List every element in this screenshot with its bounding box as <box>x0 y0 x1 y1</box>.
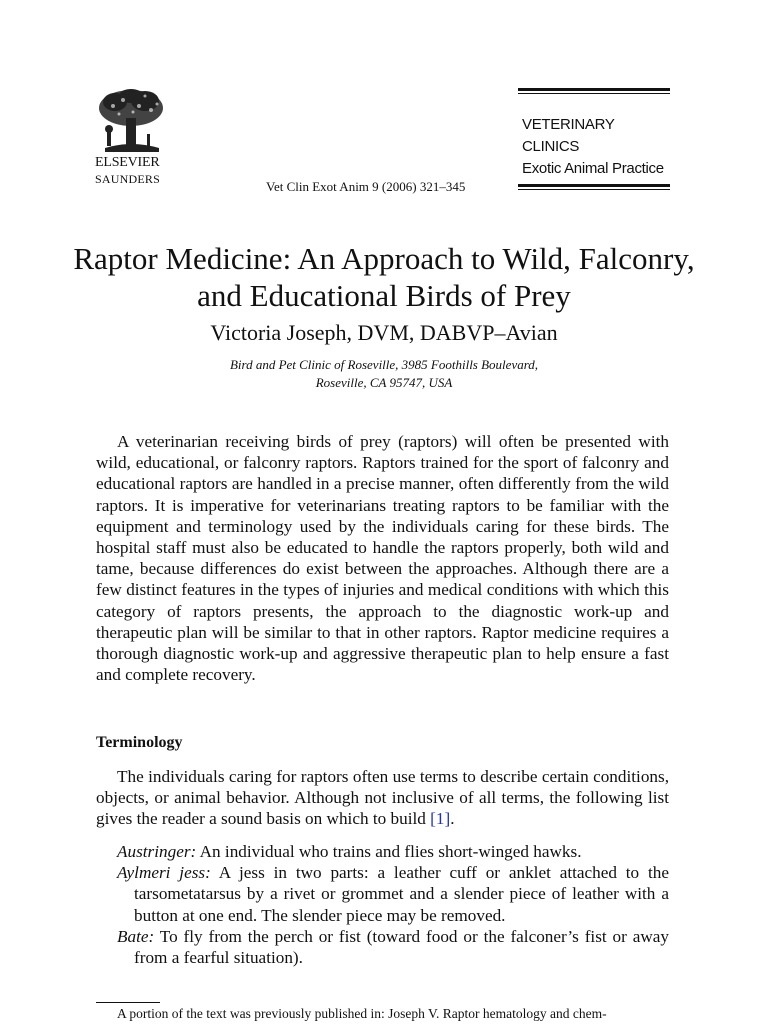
elsevier-tree-icon <box>95 88 167 154</box>
terminology-text: The individuals caring for raptors often use terms to describe certain conditions, objects, or animal behavior. Although not inclusive of all terms, the following list gives the reader a sound basis on which to build <box>96 767 669 829</box>
glossary-term: Bate: <box>117 926 155 946</box>
terminology-end: . <box>450 809 455 829</box>
author-affiliation <box>60 356 708 392</box>
article-title: Raptor Medicine: An Approach to Wild, Falconry, and Educational Birds of Prey <box>73 241 695 313</box>
terminology-paragraph <box>96 766 669 830</box>
footnote-rule <box>96 1002 160 1003</box>
journal-name <box>518 94 670 184</box>
intro-paragraph: A veterinarian receiving birds of prey (raptors) will often be presented with wild, educational, or falconry raptors. Raptors trained for the sport of falconry and educational raptors are handled in a precise manner, often differently from the wild raptors. It is imperative for veterinarians treating raptors to be familiar with the equipment and terminology used by the individuals caring for these birds. The hospital staff must also be educated to handle the raptors properly, both wild and tame, because differences do exist between the approaches. Although there are a few distinct features in the types of injuries and medical conditions with which this category of raptors presents, the approach to the diagnostic work-up and therapeutic plan will be similar to that in other raptors. Raptor medicine requires a thorough diagnostic work-up and aggressive therapeutic plan to help ensure a fast and complete recovery. <box>96 432 669 685</box>
glossary-definition: To fly from the perch or fist (toward food or the falconer’s fist or away from a fearful situation). <box>134 926 669 968</box>
glossary-item <box>96 841 669 862</box>
publisher-name: ELSEVIER <box>95 155 160 170</box>
journal-name-line-2: CLINICS <box>522 138 580 155</box>
journal-masthead <box>518 88 670 190</box>
journal-name-line-3: Exotic Animal Practice <box>522 160 664 177</box>
affiliation-line-2: Roseville, CA 95747, USA <box>315 375 453 390</box>
section-heading: Terminology <box>96 734 183 751</box>
footnote: A portion of the text was previously published in: Joseph V. Raptor hematology and chem- <box>117 1006 607 1021</box>
glossary-item <box>96 926 669 968</box>
glossary-term: Aylmeri jess: <box>117 863 211 883</box>
publisher-logo <box>95 88 185 186</box>
masthead-bottom-rule <box>518 184 670 190</box>
affiliation-line-1: Bird and Pet Clinic of Roseville, 3985 Foothills Boulevard, <box>229 357 539 372</box>
glossary-list <box>96 841 669 968</box>
article-author: Victoria Joseph, DVM, DABVP–Avian <box>210 320 558 345</box>
reference-link[interactable]: [1] <box>430 809 451 829</box>
glossary-definition: An individual who trains and flies short-winged hawks. <box>199 842 582 861</box>
glossary-item <box>96 862 669 926</box>
journal-name-line-1: VETERINARY <box>522 116 615 133</box>
glossary-definition: A jess in two parts: a leather cuff or anklet attached to the tarsometatarsus by a rivet or grommet and a slender piece of leather with a button at one end. The slender piece may be removed. <box>134 863 669 925</box>
glossary-term: Austringer: <box>117 842 197 861</box>
imprint-name: SAUNDERS <box>95 172 160 186</box>
journal-citation: Vet Clin Exot Anim 9 (2006) 321–345 <box>266 179 466 194</box>
